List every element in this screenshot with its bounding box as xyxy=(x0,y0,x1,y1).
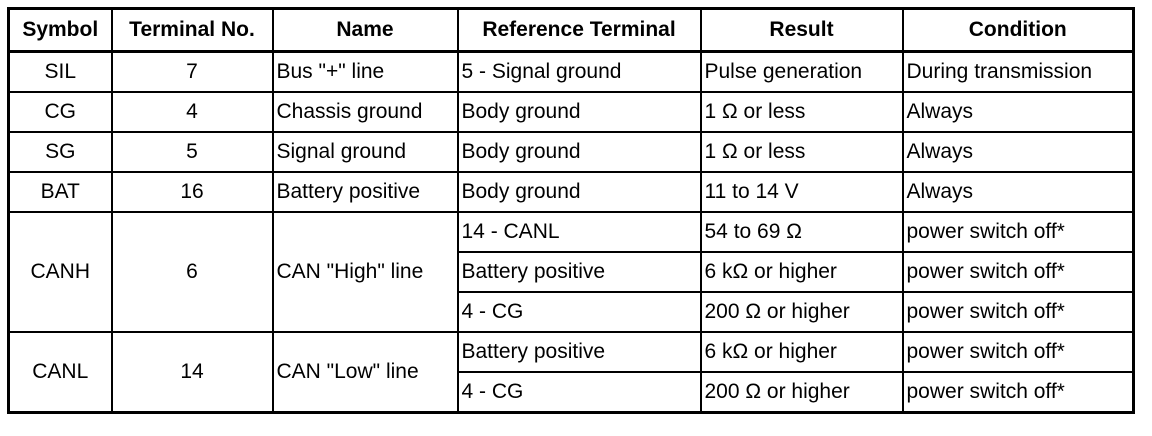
reference-cell: Body ground xyxy=(458,92,701,132)
condition-cell: power switch off* xyxy=(903,212,1134,252)
result-cell: 11 to 14 V xyxy=(701,172,903,212)
condition-cell: During transmission xyxy=(903,52,1134,93)
terminal-cell: 6 xyxy=(112,212,273,332)
table-row-sg xyxy=(9,132,1134,172)
terminal-cell: 16 xyxy=(112,172,273,212)
result-cell: 200 Ω or higher xyxy=(701,292,903,332)
result-cell: 1 Ω or less xyxy=(701,92,903,132)
reference-cell: 14 - CANL xyxy=(458,212,701,252)
reference-cell: Battery positive xyxy=(458,252,701,292)
reference-cell: 4 - CG xyxy=(458,372,701,413)
table-row-sil xyxy=(9,52,1134,93)
name-cell: CAN "High" line xyxy=(273,212,458,332)
table-row-cg xyxy=(9,92,1134,132)
name-cell: Signal ground xyxy=(273,132,458,172)
result-cell: 6 kΩ or higher xyxy=(701,252,903,292)
condition-cell: Always xyxy=(903,132,1134,172)
name-cell: CAN "Low" line xyxy=(273,332,458,413)
reference-cell: Body ground xyxy=(458,172,701,212)
terminal-cell: 7 xyxy=(112,52,273,93)
terminal-table xyxy=(7,7,1135,414)
name-cell: Bus "+" line xyxy=(273,52,458,93)
symbol-cell: BAT xyxy=(9,172,112,212)
col-header-result: Result xyxy=(701,9,903,52)
condition-cell: power switch off* xyxy=(903,332,1134,372)
name-cell: Battery positive xyxy=(273,172,458,212)
table-row-bat xyxy=(9,172,1134,212)
condition-cell: power switch off* xyxy=(903,292,1134,332)
terminal-cell: 4 xyxy=(112,92,273,132)
col-header-terminal-no: Terminal No. xyxy=(112,9,273,52)
condition-cell: Always xyxy=(903,172,1134,212)
col-header-name: Name xyxy=(273,9,458,52)
name-cell: Chassis ground xyxy=(273,92,458,132)
result-cell: 200 Ω or higher xyxy=(701,372,903,413)
col-header-reference-terminal: Reference Terminal xyxy=(458,9,701,52)
result-cell: 1 Ω or less xyxy=(701,132,903,172)
symbol-cell: CANH xyxy=(9,212,112,332)
reference-cell: Battery positive xyxy=(458,332,701,372)
col-header-condition: Condition xyxy=(903,9,1134,52)
terminal-cell: 14 xyxy=(112,332,273,413)
condition-cell: power switch off* xyxy=(903,252,1134,292)
symbol-cell: SIL xyxy=(9,52,112,93)
symbol-cell: SG xyxy=(9,132,112,172)
reference-cell: Body ground xyxy=(458,132,701,172)
reference-cell: 5 - Signal ground xyxy=(458,52,701,93)
result-cell: 54 to 69 Ω xyxy=(701,212,903,252)
result-cell: Pulse generation xyxy=(701,52,903,93)
condition-cell: Always xyxy=(903,92,1134,132)
terminal-cell: 5 xyxy=(112,132,273,172)
result-cell: 6 kΩ or higher xyxy=(701,332,903,372)
symbol-cell: CG xyxy=(9,92,112,132)
table-row-canl xyxy=(9,332,1134,372)
symbol-cell: CANL xyxy=(9,332,112,413)
col-header-symbol: Symbol xyxy=(9,9,112,52)
table-row-canh xyxy=(9,212,1134,252)
reference-cell: 4 - CG xyxy=(458,292,701,332)
condition-cell: power switch off* xyxy=(903,372,1134,413)
header-row xyxy=(9,9,1134,52)
